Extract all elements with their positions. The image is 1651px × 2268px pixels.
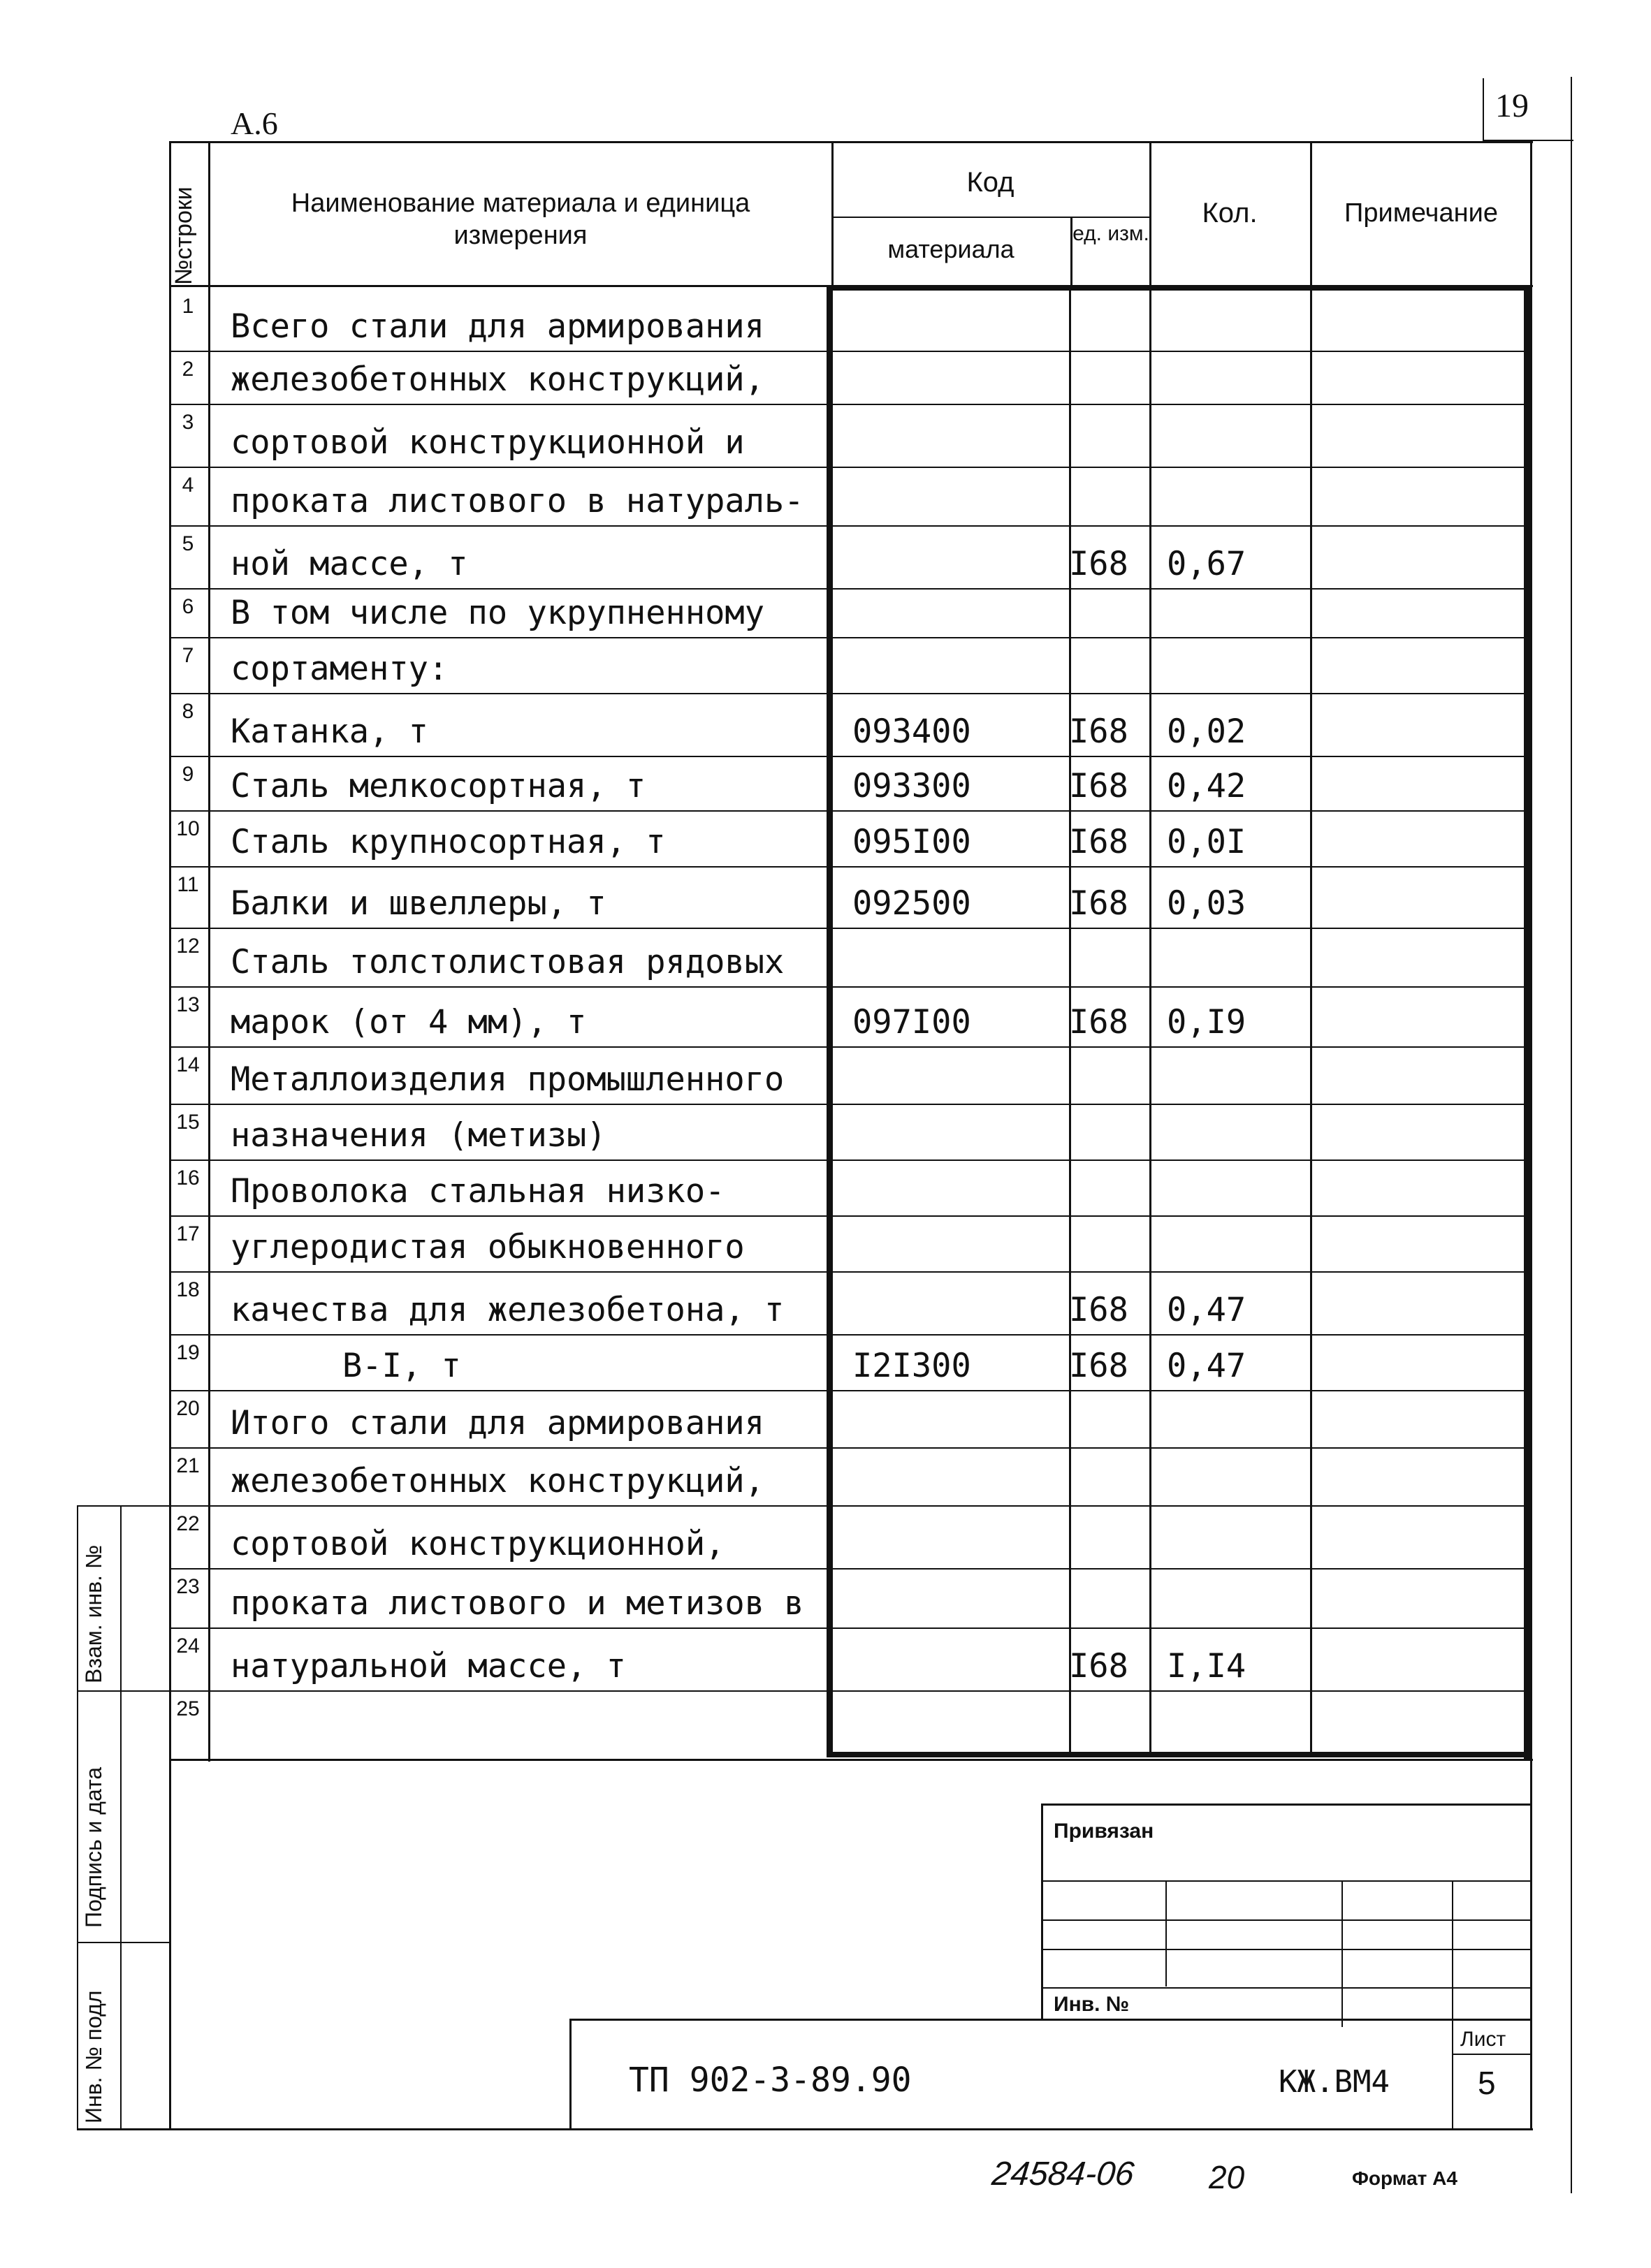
row-name: проката листового и метизов в	[231, 1584, 804, 1623]
row-number: 20	[176, 1397, 200, 1420]
stamp-vzam-inv: Взам. инв. №	[81, 1544, 106, 1683]
row-quantity: 0,02	[1167, 712, 1246, 751]
header-note: Примечание	[1344, 198, 1498, 228]
row-number: 13	[176, 993, 200, 1016]
corner-line	[1483, 78, 1484, 141]
row-name: Проволока стальная низко-	[231, 1172, 725, 1210]
tb-line-3	[1041, 1949, 1530, 1950]
row-number: 14	[176, 1053, 200, 1076]
table-row	[0, 1271, 1651, 1334]
code-header-split	[831, 217, 1149, 218]
row-name: B-I, т	[342, 1347, 461, 1385]
row-number: 10	[176, 817, 200, 840]
row-unit-code: I68	[1069, 767, 1128, 805]
row-number: 18	[176, 1278, 200, 1301]
row-name: качества для железобетона, т	[231, 1291, 785, 1329]
table-row	[0, 1334, 1651, 1390]
table-row	[0, 1690, 1651, 1753]
row-name: В том числе по укрупненному	[231, 594, 765, 632]
rows-bottom-border	[169, 1759, 1533, 1761]
row-number: 16	[176, 1166, 200, 1190]
name-code-divider	[831, 141, 834, 288]
tb-left	[1041, 1804, 1043, 2019]
format-code: А.6	[231, 105, 278, 141]
page-number: 19	[1495, 87, 1529, 124]
row-number: 7	[182, 644, 194, 667]
row-number: 4	[182, 474, 194, 497]
row-quantity: 0,I9	[1167, 1003, 1246, 1041]
row-number: 6	[182, 595, 194, 618]
row-name: железобетонных конструкций,	[231, 1462, 765, 1500]
row-material-code: 093400	[852, 712, 971, 751]
row-name: назначения (метизы)	[231, 1116, 606, 1155]
table-row	[0, 1505, 1651, 1568]
row-name: Катанка, т	[231, 712, 428, 751]
table-row	[0, 525, 1651, 588]
row-name: проката листового в натураль-	[231, 482, 804, 520]
row-number: 9	[182, 763, 194, 786]
stamp-podpis-data: Подпись и дата	[81, 1766, 106, 1928]
header-qty: Кол.	[1202, 198, 1258, 228]
tb-line-1	[1041, 1880, 1530, 1882]
tb-line-2	[1041, 1919, 1530, 1921]
row-material-code: 095I00	[852, 823, 971, 861]
row-quantity: I,I4	[1167, 1647, 1246, 1685]
row-number: 11	[177, 873, 199, 896]
row-number: 25	[176, 1697, 200, 1720]
row-number: 12	[176, 935, 200, 958]
tb-main-top	[569, 2019, 1532, 2021]
row-unit-code: I68	[1069, 1291, 1128, 1329]
stamp-inner-left	[120, 1505, 122, 2128]
row-name: Итого стали для армирования	[231, 1404, 765, 1442]
table-row	[0, 1568, 1651, 1627]
row-number: 1	[182, 295, 194, 318]
row-material-code: I2I300	[852, 1347, 971, 1385]
footer-format: Формат А4	[1352, 2167, 1457, 2189]
header-name: Наименование материала и единица измерения	[291, 189, 750, 250]
row-unit-code: I68	[1069, 545, 1128, 583]
tb-list-split	[1452, 2054, 1530, 2055]
tb-doc-code: ТП 902-3-89.90	[629, 2061, 912, 2100]
row-name: Металлоизделия промышленного	[231, 1060, 785, 1099]
table-row	[0, 637, 1651, 693]
row-number: 3	[182, 411, 194, 434]
tb-list-no: 5	[1478, 2065, 1496, 2101]
table-row	[0, 693, 1651, 756]
tb-top	[1041, 1804, 1530, 1806]
tb-inv-no: Инв. №	[1054, 1993, 1130, 2016]
row-material-code: 092500	[852, 884, 971, 923]
table-row	[0, 467, 1651, 525]
header-code-unit: ед. изм.	[1072, 222, 1149, 245]
table-row	[0, 1215, 1651, 1271]
row-number: 8	[182, 700, 194, 723]
tb-col-3	[1452, 1880, 1453, 2128]
row-name: Сталь крупносортная, т	[231, 823, 666, 861]
row-number: 15	[176, 1111, 200, 1134]
row-quantity: 0,0I	[1167, 823, 1246, 861]
row-number: 23	[176, 1575, 200, 1598]
row-unit-code: I68	[1069, 1347, 1128, 1385]
table-row	[0, 986, 1651, 1046]
table-row	[0, 351, 1651, 404]
stamp-outer-left	[77, 1505, 78, 2128]
row-material-code: 097I00	[852, 1003, 971, 1041]
table-row	[0, 928, 1651, 986]
row-number: 22	[176, 1512, 200, 1535]
row-unit-code: I68	[1069, 712, 1128, 751]
row-number: 17	[176, 1222, 200, 1245]
footer-handwritten-no: 24584-06	[990, 2156, 1136, 2193]
row-quantity: 0,42	[1167, 767, 1246, 805]
table-row	[0, 866, 1651, 928]
row-name: ной массе, т	[231, 545, 468, 583]
row-name: сортаменту:	[231, 650, 449, 688]
row-unit-code: I68	[1069, 823, 1128, 861]
row-number: 24	[176, 1634, 200, 1658]
row-unit-code: I68	[1069, 1003, 1128, 1041]
row-name: сортовой конструкционной,	[231, 1525, 725, 1563]
row-number: 5	[182, 532, 194, 555]
tb-privyazan: Привязан	[1054, 1820, 1154, 1843]
row-name: Сталь толстолистовая рядовых	[231, 943, 785, 981]
row-name: Балки и швеллеры, т	[231, 884, 606, 923]
table-row	[0, 1046, 1651, 1104]
row-name: Сталь мелкосортная, т	[231, 767, 646, 805]
table-row	[0, 810, 1651, 866]
stamp-sep-2	[77, 1942, 169, 1943]
stamp-inv-podl: Инв. № подл	[81, 1990, 106, 2123]
table-row	[0, 404, 1651, 467]
row-quantity: 0,03	[1167, 884, 1246, 923]
row-unit-code: I68	[1069, 884, 1128, 923]
tb-col-2	[1341, 1880, 1343, 2027]
table-row	[0, 588, 1651, 637]
table-row	[0, 1447, 1651, 1505]
row-name: марок (от 4 мм), т	[231, 1003, 587, 1041]
header-code-material: материала	[887, 235, 1014, 263]
row-material-code: 093300	[852, 767, 971, 805]
table-row	[0, 1627, 1651, 1690]
tb-col-1	[1165, 1880, 1167, 1987]
row-unit-code: I68	[1069, 1647, 1128, 1685]
row-name: Всего стали для армирования	[231, 307, 765, 346]
page-bottom-border	[77, 2128, 1533, 2130]
row-name: углеродистая обыкновенного	[231, 1228, 745, 1266]
stamp-top	[77, 1505, 169, 1507]
tb-list-label: Лист	[1460, 2028, 1506, 2051]
table-row	[0, 756, 1651, 810]
table-row	[0, 288, 1651, 351]
tb-main-left	[569, 2019, 572, 2128]
table-row	[0, 1159, 1651, 1215]
header-rownum: №строки	[170, 186, 197, 285]
row-number: 19	[176, 1341, 200, 1364]
footer-handwritten-page: 20	[1209, 2159, 1245, 2195]
row-name: сортовой конструкционной и	[231, 423, 745, 462]
table-row	[0, 1104, 1651, 1159]
stamp-sep-1	[77, 1690, 169, 1692]
row-number: 21	[176, 1454, 200, 1477]
row-number: 2	[182, 358, 194, 381]
row-quantity: 0,47	[1167, 1291, 1246, 1329]
row-quantity: 0,67	[1167, 545, 1246, 583]
table-row	[0, 1390, 1651, 1447]
table-top-border	[169, 141, 1533, 143]
header-code: Код	[966, 167, 1014, 198]
row-quantity: 0,47	[1167, 1347, 1246, 1385]
row-name: железобетонных конструкций,	[231, 360, 765, 399]
tb-mark: КЖ.ВМ4	[1279, 2064, 1390, 2100]
tb-line-4	[1041, 1987, 1530, 1989]
row-name: натуральной массе, т	[231, 1647, 626, 1685]
